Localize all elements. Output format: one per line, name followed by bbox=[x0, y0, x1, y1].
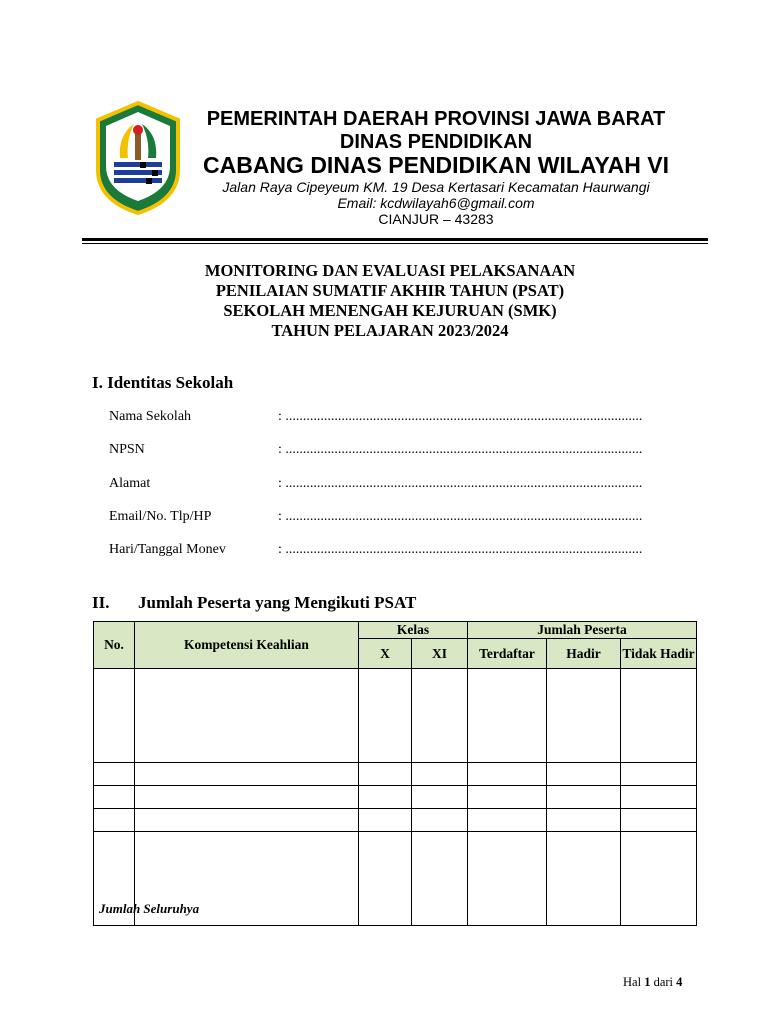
table-row bbox=[94, 763, 697, 786]
table-cell[interactable] bbox=[359, 832, 412, 926]
table-cell[interactable] bbox=[547, 832, 621, 926]
col-header-terdaftar: Terdaftar bbox=[468, 639, 547, 669]
table-row bbox=[94, 786, 697, 809]
header-city: CIANJUR – 43283 bbox=[378, 211, 494, 227]
table-cell[interactable] bbox=[547, 786, 621, 809]
field-value-blank[interactable]: : ...................................................................................................... bbox=[278, 442, 643, 457]
field-label: Hari/Tanggal Monev bbox=[109, 542, 226, 557]
table-cell[interactable] bbox=[135, 809, 359, 832]
table-cell[interactable] bbox=[412, 809, 468, 832]
table-cell[interactable] bbox=[135, 763, 359, 786]
document-title-line4: TAHUN PELAJARAN 2023/2024 bbox=[271, 321, 509, 340]
col-header-no: No. bbox=[94, 622, 135, 669]
section2-number: II. bbox=[92, 593, 110, 612]
province-emblem-logo bbox=[90, 100, 186, 216]
table-cell[interactable] bbox=[547, 669, 621, 763]
table-cell[interactable] bbox=[94, 669, 135, 763]
table-cell[interactable] bbox=[468, 669, 547, 763]
field-row-hari-tanggal bbox=[109, 542, 679, 562]
section1-heading: I. Identitas Sekolah bbox=[92, 373, 234, 392]
header-government-line: PEMERINTAH DAERAH PROVINSI JAWA BARAT bbox=[206, 108, 666, 130]
page-number bbox=[623, 975, 682, 990]
document-title-line3: SEKOLAH MENENGAH KEJURUAN (SMK) bbox=[223, 301, 557, 320]
field-label: Alamat bbox=[109, 476, 151, 491]
table-cell[interactable] bbox=[412, 786, 468, 809]
col-header-kompetensi: Kompetensi Keahlian bbox=[135, 622, 359, 669]
header-branch-line: CABANG DINAS PENDIDIKAN WILAYAH VI bbox=[202, 152, 669, 178]
table-cell[interactable] bbox=[359, 809, 412, 832]
table-cell[interactable] bbox=[468, 832, 547, 926]
page-middle: dari bbox=[650, 975, 677, 989]
col-header-xi: XI bbox=[412, 639, 468, 669]
table-cell[interactable] bbox=[135, 786, 359, 809]
table-cell[interactable] bbox=[621, 832, 697, 926]
field-label: NPSN bbox=[109, 442, 145, 457]
col-header-hadir: Hadir bbox=[547, 639, 621, 669]
field-row-npsn bbox=[109, 442, 679, 462]
field-row-email-telp bbox=[109, 509, 679, 529]
header-address: Jalan Raya Cipeyeum KM. 19 Desa Kertasari Kecamatan Haurwangi bbox=[222, 179, 650, 195]
table-cell[interactable] bbox=[135, 669, 359, 763]
table-cell[interactable] bbox=[359, 786, 412, 809]
field-value-blank[interactable]: : ...................................................................................................... bbox=[278, 542, 643, 557]
field-value-blank[interactable]: : ...................................................................................................... bbox=[278, 509, 643, 524]
table-cell[interactable] bbox=[94, 763, 135, 786]
participants-table bbox=[93, 621, 697, 926]
table-cell[interactable] bbox=[547, 763, 621, 786]
table-cell[interactable] bbox=[468, 786, 547, 809]
table-cell[interactable] bbox=[94, 786, 135, 809]
col-header-tidak-hadir: Tidak Hadir bbox=[621, 639, 697, 669]
field-row-alamat bbox=[109, 476, 679, 496]
table-cell[interactable] bbox=[412, 832, 468, 926]
letterhead-divider-thick bbox=[82, 238, 708, 241]
field-row-nama-sekolah bbox=[109, 409, 679, 429]
field-label: Nama Sekolah bbox=[109, 409, 192, 424]
letterhead-divider-thin bbox=[82, 243, 708, 244]
table-cell[interactable] bbox=[468, 809, 547, 832]
table-cell[interactable] bbox=[359, 763, 412, 786]
table-cell[interactable] bbox=[621, 809, 697, 832]
table-cell[interactable] bbox=[412, 669, 468, 763]
table-row-total bbox=[94, 832, 697, 926]
document-title-line1: MONITORING DAN EVALUASI PELAKSANAAN bbox=[204, 261, 576, 280]
page-prefix: Hal bbox=[623, 975, 645, 989]
page-current: 1 bbox=[644, 975, 651, 989]
section2-heading: Jumlah Peserta yang Mengikuti PSAT bbox=[138, 593, 417, 612]
document-title-line2: PENILAIAN SUMATIF AKHIR TAHUN (PSAT) bbox=[215, 281, 565, 300]
table-cell[interactable] bbox=[547, 809, 621, 832]
table-row bbox=[94, 809, 697, 832]
table-cell[interactable] bbox=[621, 669, 697, 763]
table-cell[interactable] bbox=[468, 763, 547, 786]
table-cell[interactable] bbox=[135, 832, 359, 926]
table-row bbox=[94, 669, 697, 763]
col-header-x: X bbox=[359, 639, 412, 669]
header-email: Email: kcdwilayah6@gmail.com bbox=[337, 195, 535, 211]
page-total: 4 bbox=[676, 975, 683, 989]
total-label: Jumlah Seluruhya bbox=[99, 901, 200, 916]
col-group-kelas: Kelas bbox=[359, 622, 468, 639]
table-cell[interactable] bbox=[621, 763, 697, 786]
table-cell bbox=[94, 832, 200, 926]
table-cell[interactable] bbox=[412, 763, 468, 786]
col-group-jumlah-peserta: Jumlah Peserta bbox=[468, 622, 697, 639]
table-cell[interactable] bbox=[621, 786, 697, 809]
table-cell[interactable] bbox=[94, 809, 135, 832]
field-value-blank[interactable]: : ...................................................................................................... bbox=[278, 476, 643, 491]
field-label: Email/No. Tlp/HP bbox=[109, 509, 212, 524]
table-cell[interactable] bbox=[359, 669, 412, 763]
header-department-line: DINAS PENDIDIKAN bbox=[339, 131, 533, 153]
field-value-blank[interactable]: : ...................................................................................................... bbox=[278, 409, 643, 424]
